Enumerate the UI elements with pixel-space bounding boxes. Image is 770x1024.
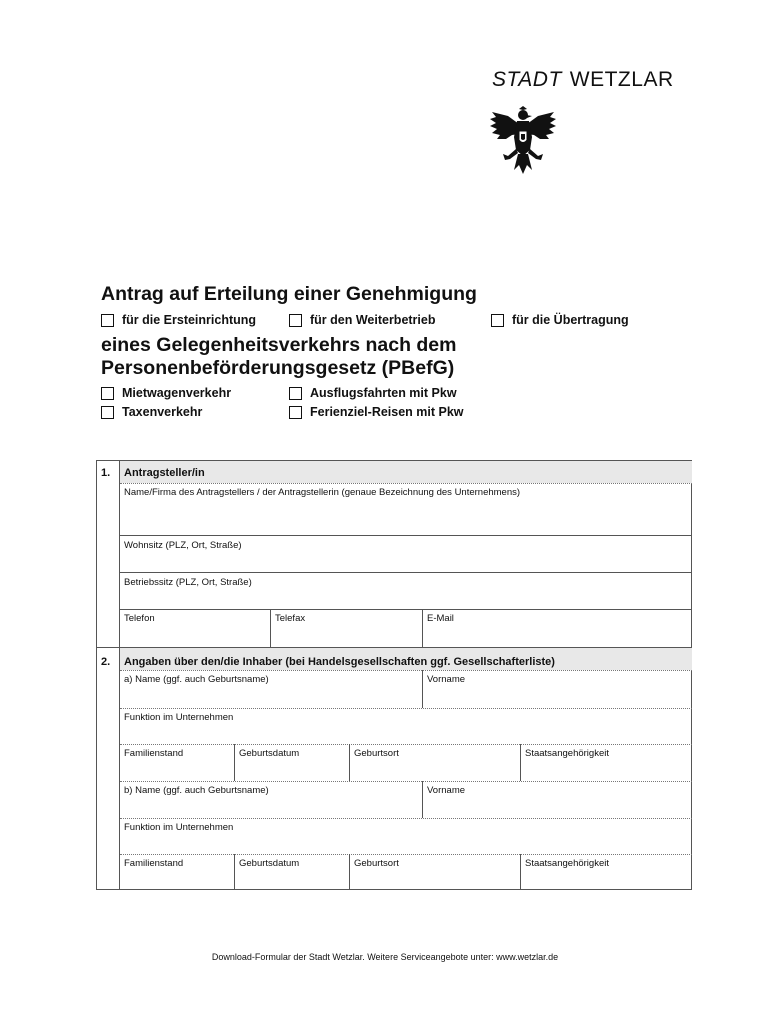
checkbox-box[interactable]: [491, 314, 504, 327]
checkbox-rental-car[interactable]: [101, 386, 231, 400]
city-header-prefix: STADT: [492, 68, 562, 91]
checkbox-transfer[interactable]: [491, 313, 629, 327]
checkbox-continuation[interactable]: [289, 313, 435, 327]
residence-label: Wohnsitz (PLZ, Ort, Straße): [124, 540, 242, 551]
owner-a-name-label: a) Name (ggf. auch Geburtsname): [124, 674, 269, 685]
owner-b-firstname-label: Vorname: [427, 785, 466, 796]
email-field[interactable]: [423, 610, 692, 646]
section2-number: 2.: [101, 656, 111, 668]
city-header: [492, 68, 674, 92]
phone-label: Telefon: [124, 613, 155, 624]
eagle-crest-icon: [488, 104, 558, 176]
owner-a-firstname-label: Vorname: [427, 674, 466, 685]
checkbox-box[interactable]: [289, 314, 302, 327]
section2-title: Angaben über den/die Inhaber (bei Handelsgesellschaften ggf. Gesellschafterliste): [124, 656, 555, 668]
owner-a-function-label: Funktion im Unternehmen: [124, 712, 234, 723]
owner-b-marital-label: Familienstand: [124, 858, 184, 869]
checkbox-label: Mietwagenverkehr: [122, 386, 232, 400]
owner-a-birthdate-label: Geburtsdatum: [239, 748, 300, 759]
checkbox-excursions[interactable]: [289, 386, 457, 400]
owner-b-nationality-label: Staatsangehörigkeit: [525, 858, 609, 869]
form-title: Antrag auf Erteilung einer Genehmigung: [101, 283, 477, 305]
owner-a-nationality-label: Staatsangehörigkeit: [525, 748, 609, 759]
checkbox-label: Ausflugsfahrten mit Pkw: [310, 386, 457, 400]
checkbox-taxi[interactable]: [101, 405, 202, 419]
owner-b-birthdate-label: Geburtsdatum: [239, 858, 300, 869]
section1-header-bar: [120, 461, 692, 483]
owner-b-name-label: b) Name (ggf. auch Geburtsname): [124, 785, 269, 796]
form-subtitle-line1: eines Gelegenheitsverkehrs nach dem: [101, 334, 457, 356]
section1-title: Antragsteller/in: [124, 467, 205, 479]
checkbox-label: Ferienziel-Reisen mit Pkw: [310, 405, 464, 419]
checkbox-box[interactable]: [289, 406, 302, 419]
form-subtitle-line2: Personenbeförderungsgesetz (PBefG): [101, 357, 455, 379]
checkbox-holiday-trips[interactable]: [289, 405, 464, 419]
owner-a-marital-label: Familienstand: [124, 748, 184, 759]
checkbox-label: Taxenverkehr: [122, 405, 203, 419]
section-number-column: [97, 461, 120, 889]
checkbox-box[interactable]: [101, 406, 114, 419]
footer-note: Download-Formular der Stadt Wetzlar. Weitere Serviceangebote unter: www.wetzlar.de: [211, 952, 559, 962]
checkbox-label: für die Übertragung: [512, 313, 629, 327]
fax-label: Telefax: [275, 613, 306, 624]
owner-b-birthplace-label: Geburtsort: [354, 858, 399, 869]
checkbox-label: für die Ersteinrichtung: [122, 313, 257, 327]
checkbox-label: für den Weiterbetrieb: [310, 313, 436, 327]
section1-number: 1.: [101, 467, 111, 479]
checkbox-box[interactable]: [289, 387, 302, 400]
city-header-name: WETZLAR: [569, 68, 674, 91]
business-address-label: Betriebssitz (PLZ, Ort, Straße): [124, 577, 252, 588]
checkbox-first-setup[interactable]: [101, 313, 256, 327]
application-form-table: [96, 460, 692, 890]
email-label: E-Mail: [427, 613, 454, 624]
form-subtitle: [101, 334, 457, 380]
checkbox-box[interactable]: [101, 387, 114, 400]
owner-b-function-label: Funktion im Unternehmen: [124, 822, 234, 833]
checkbox-box[interactable]: [101, 314, 114, 327]
owner-a-birthplace-label: Geburtsort: [354, 748, 399, 759]
applicant-name-label: Name/Firma des Antragstellers / der Antragstellerin (genaue Bezeichnung des Unternehmens): [124, 487, 521, 498]
